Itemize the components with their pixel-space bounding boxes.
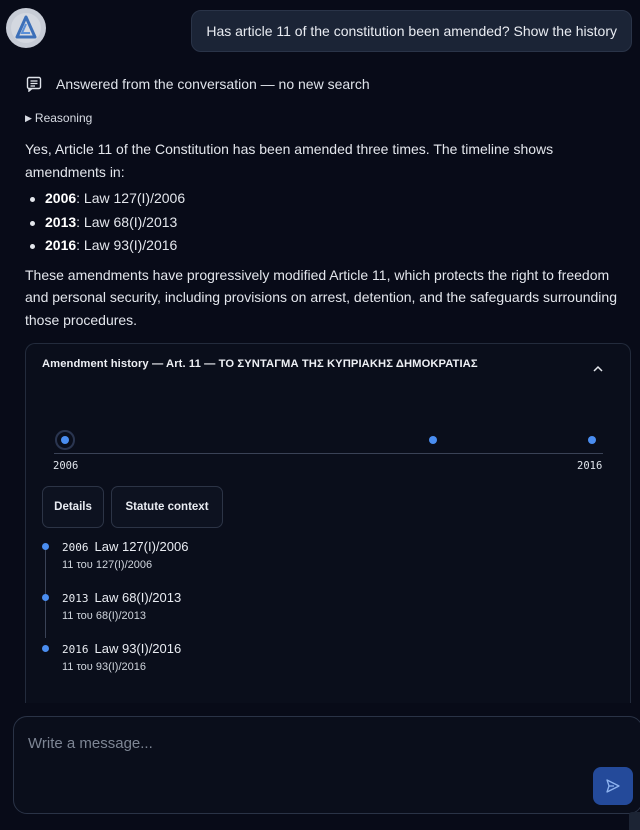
list-item — [25, 187, 625, 211]
amendment-law: : Law 127(I)/2006 — [76, 190, 186, 206]
scrollbar-corner[interactable] — [629, 812, 640, 830]
entry-year: 2006 — [62, 541, 89, 554]
entry-subtitle: 11 του 93(I)/2016 — [62, 661, 146, 673]
send-button[interactable] — [593, 767, 633, 805]
chevron-up-icon[interactable] — [592, 364, 604, 374]
timeline-axis — [54, 453, 603, 454]
message-input[interactable] — [28, 731, 588, 755]
logo-icon — [10, 12, 42, 44]
message-composer — [13, 716, 640, 814]
timeline-point-2006[interactable] — [61, 436, 69, 444]
send-icon — [605, 778, 621, 794]
amendment-list — [25, 187, 625, 258]
triangle-right-icon: ▶ — [25, 112, 32, 123]
entry-year: 2016 — [62, 643, 89, 656]
timeline-end-label: 2016 — [577, 460, 603, 472]
entry-heading — [62, 641, 181, 656]
entry-dot — [42, 645, 49, 652]
entry-year: 2013 — [62, 592, 89, 605]
timeline-point-2016[interactable] — [588, 436, 596, 444]
chat-lines-icon — [26, 76, 42, 92]
entry-law: Law 127(I)/2006 — [94, 539, 189, 554]
list-item — [25, 211, 625, 235]
entry-heading — [62, 539, 188, 554]
timeline-point-2013[interactable] — [429, 436, 437, 444]
amendment-year: 2013 — [45, 213, 77, 230]
card-title: Amendment history — Art. 11 — ΤΟ ΣΥΝΤΑΓΜΑ ΤΗΣ ΚΥΠΡΙΑΚΗΣ ΔΗΜΟΚΡΑΤΙΑΣ — [42, 358, 478, 370]
entries-timeline-line — [45, 548, 46, 638]
answer-outro: These amendments have progressively modified Article 11, which protects the right to freedom and personal security, including provisions on arrest, detention, and the safeguards surrounding those procedures. — [25, 266, 617, 328]
list-item — [25, 234, 625, 258]
entry-subtitle: 11 του 127(I)/2006 — [62, 559, 153, 571]
amendment-year: 2006 — [45, 190, 77, 206]
entry-law: Law 68(I)/2013 — [94, 590, 182, 605]
tab-statute-context[interactable]: Statute context — [111, 486, 223, 528]
entry-law: Law 93(I)/2016 — [94, 641, 182, 656]
assistant-answer — [25, 138, 625, 331]
entry-dot — [42, 543, 49, 550]
assistant-avatar — [6, 8, 46, 48]
entry-heading — [62, 590, 181, 605]
amendment-law: : Law 93(I)/2016 — [76, 237, 178, 253]
amendment-law: : Law 68(I)/2013 — [76, 213, 178, 230]
entry-subtitle: 11 του 68(I)/2013 — [62, 610, 146, 622]
amendment-year: 2016 — [45, 237, 77, 253]
user-message: Has article 11 of the constitution been amended? Show the history — [191, 10, 632, 52]
amendment-history-card — [25, 343, 631, 703]
tab-details[interactable]: Details — [42, 486, 104, 528]
timeline-start-label: 2006 — [53, 460, 79, 472]
reasoning-toggle[interactable] — [25, 111, 92, 125]
answer-source-status — [26, 76, 370, 92]
status-text: Answered from the conversation — no new search — [56, 76, 370, 92]
entry-dot — [42, 594, 49, 601]
reasoning-label: Reasoning — [34, 111, 93, 125]
answer-intro: Yes, Article 11 of the Constitution has been amended three times. The timeline shows amendments in: — [25, 141, 554, 180]
